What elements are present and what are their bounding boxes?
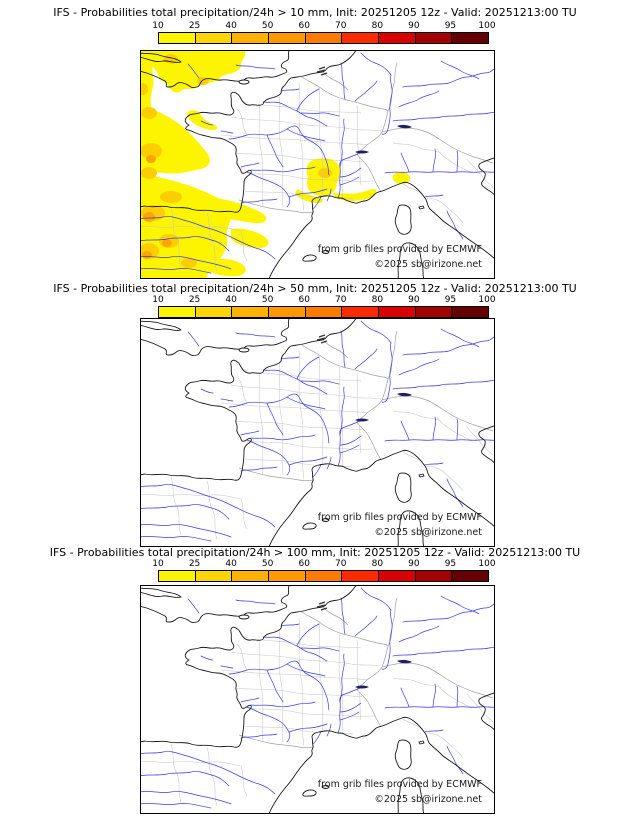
colorbar-tick-60: 60: [298, 559, 310, 569]
colorbar-tick-80: 80: [371, 21, 384, 31]
colorbar-gradient: [158, 570, 489, 582]
colorbar-ticks: [152, 559, 496, 569]
map-france-50mm: [140, 318, 495, 547]
map-attribution: [318, 242, 482, 272]
panel-title: IFS - Probabilities total precipitation/24h > 50 mm, Init: 20251205 12z - Valid: 20251213:00 TU: [53, 282, 577, 295]
colorbar-tick-90: 90: [408, 21, 420, 31]
colorbar-tick-10: 10: [152, 21, 164, 31]
colorbar-ticks: [152, 295, 496, 305]
colorbar-gradient: [158, 306, 489, 318]
colorbar-tick-10: 10: [152, 295, 164, 305]
colorbar-segment: [416, 33, 453, 43]
colorbar-gradient: [158, 32, 489, 44]
colorbar: [152, 295, 496, 317]
colorbar-segment: [269, 33, 306, 43]
colorbar-segment: [232, 307, 269, 317]
colorbar-tick-90: 90: [408, 295, 420, 305]
colorbar-segment: [196, 307, 233, 317]
colorbar-tick-95: 95: [444, 559, 457, 569]
colorbar-segment: [159, 307, 196, 317]
colorbar-segment: [379, 307, 416, 317]
colorbar-segment: [269, 571, 306, 581]
colorbar-tick-50: 50: [261, 295, 274, 305]
colorbar-segment: [196, 571, 233, 581]
colorbar-segment: [379, 571, 416, 581]
colorbar-segment: [306, 307, 343, 317]
colorbar-segment: [416, 307, 453, 317]
attribution-copyright: ©2025 sb@irizone.net: [374, 527, 482, 538]
map-attribution: [318, 777, 482, 807]
panel-precip-50mm: [0, 280, 630, 543]
colorbar-ticks: [152, 21, 496, 31]
colorbar-tick-40: 40: [225, 21, 237, 31]
map-france-100mm: [140, 585, 495, 814]
colorbar-tick-60: 60: [298, 295, 310, 305]
colorbar-segment: [306, 33, 343, 43]
panel-precip-100mm: [0, 543, 630, 828]
colorbar-segment: [379, 33, 416, 43]
colorbar-tick-70: 70: [335, 21, 347, 31]
colorbar-segment: [452, 307, 488, 317]
colorbar-tick-100: 100: [478, 295, 496, 305]
colorbar-tick-50: 50: [261, 559, 274, 569]
colorbar-segment: [452, 571, 488, 581]
colorbar-tick-50: 50: [261, 21, 274, 31]
panel-precip-10mm: [0, 0, 630, 280]
attribution-source: from grib files provided by ECMWF: [317, 512, 482, 523]
map-attribution: [318, 510, 482, 540]
attribution-copyright: ©2025 sb@irizone.net: [374, 259, 482, 270]
colorbar: [152, 559, 496, 581]
colorbar-tick-70: 70: [335, 559, 347, 569]
colorbar-tick-70: 70: [335, 295, 347, 305]
colorbar-segment: [159, 571, 196, 581]
colorbar-tick-80: 80: [371, 295, 384, 305]
colorbar-tick-90: 90: [408, 559, 420, 569]
colorbar-segment: [306, 571, 343, 581]
colorbar-tick-10: 10: [152, 559, 164, 569]
colorbar-segment: [232, 571, 269, 581]
colorbar-tick-95: 95: [444, 21, 457, 31]
colorbar-tick-95: 95: [444, 295, 457, 305]
colorbar-segment: [159, 33, 196, 43]
map-france-10mm: [140, 50, 495, 279]
colorbar-segment: [452, 33, 488, 43]
colorbar-segment: [342, 571, 379, 581]
colorbar-segment: [342, 33, 379, 43]
colorbar-tick-60: 60: [298, 21, 310, 31]
attribution-source: from grib files provided by ECMWF: [317, 244, 482, 255]
panel-title: IFS - Probabilities total precipitation/24h > 10 mm, Init: 20251205 12z - Valid: 20251213:00 TU: [53, 6, 577, 19]
colorbar-tick-100: 100: [478, 559, 496, 569]
colorbar-tick-25: 25: [188, 21, 201, 31]
colorbar-tick-80: 80: [371, 559, 384, 569]
colorbar-tick-25: 25: [188, 559, 201, 569]
attribution-source: from grib files provided by ECMWF: [317, 779, 482, 790]
colorbar-segment: [196, 33, 233, 43]
colorbar-tick-25: 25: [188, 295, 201, 305]
colorbar-segment: [232, 33, 269, 43]
colorbar-segment: [342, 307, 379, 317]
colorbar-segment: [416, 571, 453, 581]
colorbar: [152, 21, 496, 43]
colorbar-segment: [269, 307, 306, 317]
panel-title: IFS - Probabilities total precipitation/24h > 100 mm, Init: 20251205 12z - Valid: 20251213:00 TU: [49, 546, 581, 559]
colorbar-tick-40: 40: [225, 559, 237, 569]
colorbar-tick-100: 100: [478, 21, 496, 31]
colorbar-tick-40: 40: [225, 295, 237, 305]
attribution-copyright: ©2025 sb@irizone.net: [374, 794, 482, 805]
